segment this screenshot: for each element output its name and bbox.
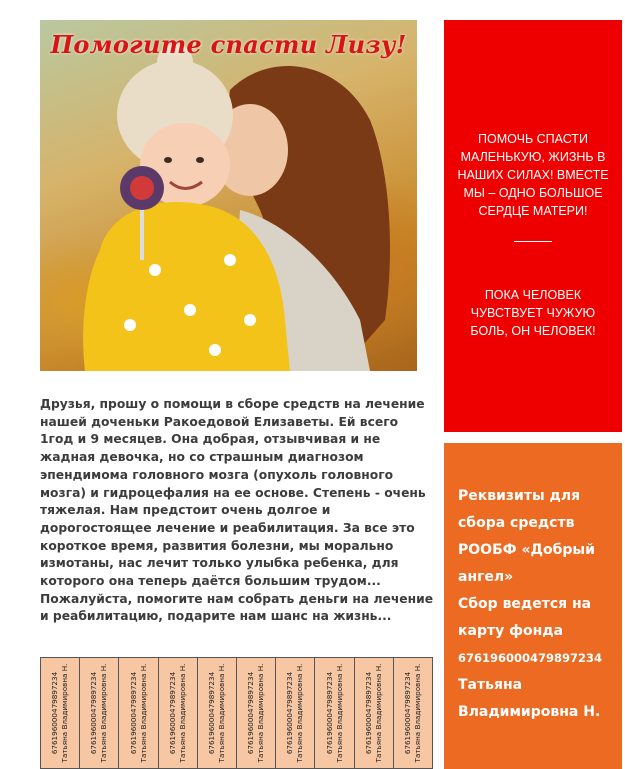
tear-off-tabs (40, 657, 433, 769)
tear-tab (315, 657, 354, 769)
tear-tab-number: 676196000479897234 (206, 671, 216, 755)
tear-tab-number: 676196000479897234 (50, 671, 60, 755)
tear-tab-text (89, 661, 109, 765)
tear-tab (394, 657, 433, 769)
tear-tab-name: Татьяна Владимировна Н. (138, 663, 148, 763)
requisites-box (444, 443, 622, 769)
requisites-heading: Реквизиты для сбора средств РООБФ «Добрый ангел» (458, 488, 595, 585)
slogan-text: ПОМОЧЬ СПАСТИ МАЛЕНЬКУЮ, ЖИЗНЬ В НАШИХ СИЛАХ! ВМЕСТЕ МЫ – ОДНО БОЛЬШОЕ СЕРДЦЕ МАТЕРИ! (457, 132, 609, 218)
requisites-text (458, 483, 618, 726)
tear-tab-text (50, 661, 70, 765)
mother-child-illustration (40, 20, 417, 371)
tear-tab-name: Татьяна Владимировна Н. (216, 663, 226, 763)
tear-tab-number: 676196000479897234 (402, 671, 412, 755)
tear-tab-number: 676196000479897234 (363, 671, 373, 755)
tear-tab-name: Татьяна Владимировна Н. (256, 663, 266, 763)
hero-photo (40, 20, 417, 371)
tear-tab-name: Татьяна Владимировна Н. (99, 663, 109, 763)
card-label: Сбор ведется на карту фонда (458, 596, 592, 639)
tear-tab-number: 676196000479897234 (167, 671, 177, 755)
tear-tab-text (246, 661, 266, 765)
tear-tab-name: Татьяна Владимировна Н. (177, 663, 187, 763)
tear-tab (40, 657, 80, 769)
tear-tab-number: 676196000479897234 (324, 671, 334, 755)
tear-tab-text (285, 661, 305, 765)
tear-tab-text (207, 661, 227, 765)
tear-tab (237, 657, 276, 769)
quote-text: ПОКА ЧЕЛОВЕК ЧУВСТВУЕТ ЧУЖУЮ БОЛЬ, ОН ЧЕЛОВЕК! (470, 288, 596, 338)
card-number: 676196000479897234 (458, 651, 603, 665)
tear-tab-name: Татьяна Владимировна Н. (60, 663, 70, 763)
tear-tab-name: Татьяна Владимировна Н. (295, 663, 305, 763)
tear-tab (198, 657, 237, 769)
card-holder: Татьяна Владимировна Н. (458, 677, 601, 720)
tear-tab-number: 676196000479897234 (285, 671, 295, 755)
slogan-divider (514, 241, 552, 242)
tear-tab (119, 657, 158, 769)
story-text: Друзья, прошу о помощи в сборе средств на лечение нашей доченьки Ракоедовой Елизаветы. Ей всего 1год и 9 месяцев. Она добрая, отзывчивая и не жадная девочка, но со страшным диагнозом эпендимома головного мозга (опухоль головного мозга) и гидроцефалия на ее основе. Степень - очень тяжелая. Нам предстоит очень долгое и дорогостоящее лечение и реабилитация. За все это короткое время, развития болезни, мы морально измотаны, нас лечит только улыбка ребенка, для которого она теперь даётся большим трудом... Пожалуйста, помогите нам собрать деньги на лечение и реабилитацию, подарите нам шанс на жизнь... (40, 397, 434, 624)
tear-tab (355, 657, 394, 769)
tear-tab-text (129, 661, 149, 765)
tear-tab-text (168, 661, 188, 765)
tear-tab-number: 676196000479897234 (246, 671, 256, 755)
tear-tab-text (325, 661, 345, 765)
tear-tab-name: Татьяна Владимировна Н. (412, 663, 422, 763)
slogan-box (444, 20, 622, 432)
tear-tab (80, 657, 119, 769)
tear-tab-name: Татьяна Владимировна Н. (373, 663, 383, 763)
tear-tab (276, 657, 315, 769)
tear-tab-number: 676196000479897234 (128, 671, 138, 755)
tear-tab-text (364, 661, 384, 765)
photo-title: Помогите спасти Лизу! (50, 30, 407, 59)
tear-tab-number: 676196000479897234 (89, 671, 99, 755)
tear-tab-name: Татьяна Владимировна Н. (334, 663, 344, 763)
tear-tab (159, 657, 198, 769)
tear-tab-text (403, 661, 423, 765)
